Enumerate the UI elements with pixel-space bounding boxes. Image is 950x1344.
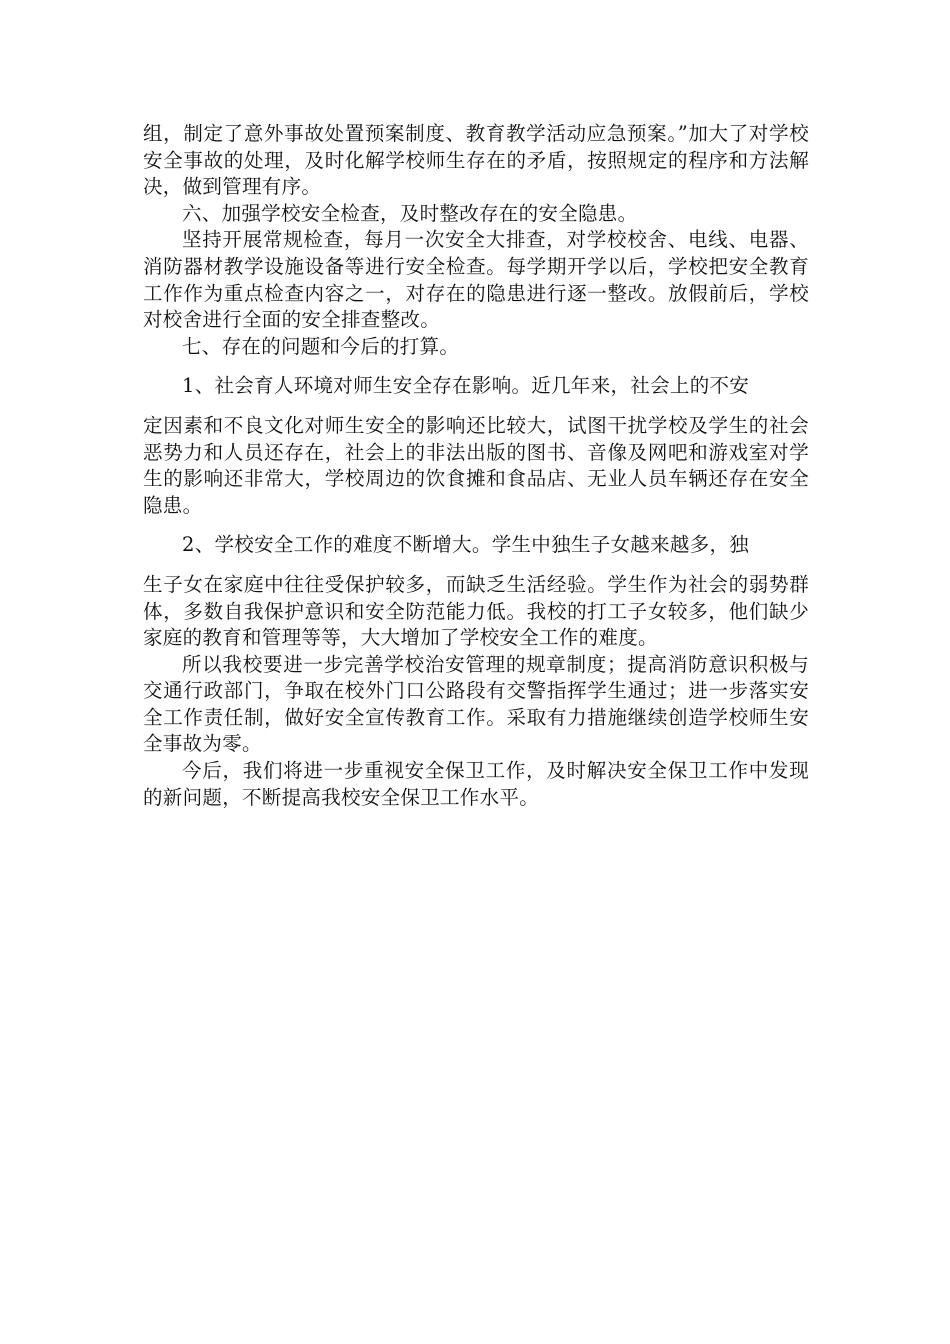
paragraph-item-2-continuation: 生子女在家庭中往往受保护较多，而缺乏生活经验。学生作为社会的弱势群体，多数自我保护意识和安全防范能力低。我校的打工子女较多，他们缺少家庭的教育和管理等等，大大增加了学校安全工作的难度。: [143, 572, 809, 650]
heading-section-six: 六、加强学校安全检查，及时整改存在的安全隐患。: [182, 201, 638, 225]
paragraph-item-1-first-line: 1、社会育人环境对师生安全存在影响。近几年来，社会上的不安: [182, 374, 750, 398]
paragraph-routine-inspection: 坚持开展常规检查，每月一次安全大排查，对学校校舍、电线、电器、消防器材教学设施设备等进行安全检查。每学期开学以后，学校把安全教育工作作为重点检查内容之一，对存在的隐患进行逐一整改。放假前后，学校对校舍进行全面的安全排查整改。: [143, 228, 809, 332]
paragraph-item-1-continuation: 定因素和不良文化对师生安全的影响还比较大，试图干扰学校及学生的社会恶势力和人员还存在，社会上的非法出版的图书、音像及网吧和游戏室对学生的影响还非常大，学校周边的饮食摊和食品店、无业人员车辆还存在安全隐患。: [143, 413, 809, 517]
paragraph-continuation-emergency-plan: 组，制定了意外事故处置预案制度、教育教学活动应急预案。”加大了对学校安全事故的处理，及时化解学校师生存在的矛盾，按照规定的程序和方法解决，做到管理有序。: [143, 122, 809, 199]
heading-section-seven: 七、存在的问题和今后的打算。: [182, 334, 460, 358]
paragraph-conclusion: 今后，我们将进一步重视安全保卫工作，及时解决安全保卫工作中发现的新问题，不断提高我校安全保卫工作水平。: [143, 759, 809, 809]
paragraph-item-2-first-line: 2、学校安全工作的难度不断增大。学生中独生子女越来越多，独: [182, 533, 750, 557]
document-body: [143, 121, 809, 811]
paragraph-improvement-measures: 所以我校要进一步完善学校治安管理的规章制度；提高消防意识积极与交通行政部门，争取在校外门口公路段有交警指挥学生通过；进一步落实安全工作责任制，做好安全宣传教育工作。采取有力措施继续创造学校师生安全事故为零。: [143, 652, 809, 756]
